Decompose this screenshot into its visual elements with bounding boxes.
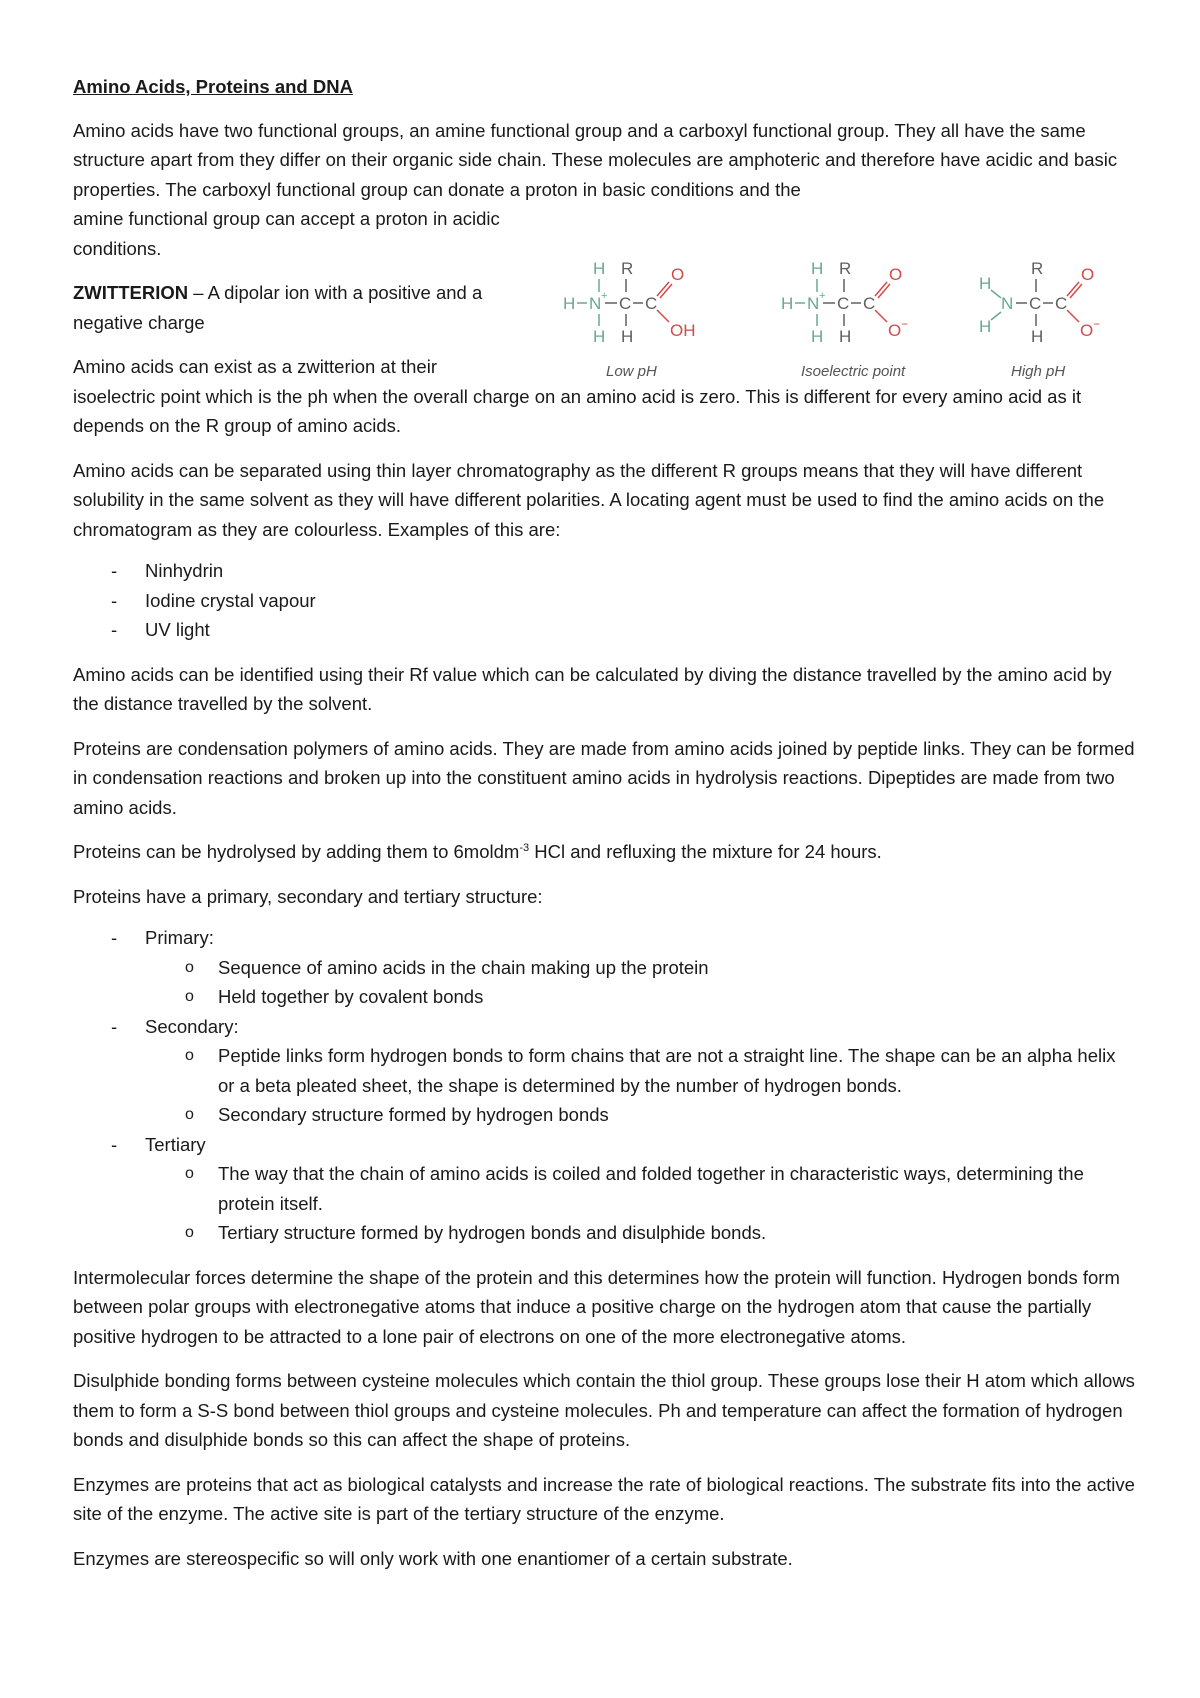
zwitterion-term: ZWITTERION [73,282,189,303]
svg-text:H: H [621,326,634,346]
svg-text:C: C [837,293,850,313]
structure-points [145,1159,1135,1248]
enzymes-paragraph: Enzymes are proteins that act as biological catalysts and increase the rate of biological reactions. The substrate fits into the active site of the enzyme. The active site is part of the tertiary structure of the enzyme. [73,1473,1135,1524]
amino-acid-ph-diagram [543,254,1133,404]
zwitterion-definition [73,278,533,337]
hydrolysis-text-a: Proteins can be hydrolysed by adding them to 6moldm [73,841,520,862]
structure-points [145,953,1135,1012]
intro-paragraph-tail: amine functional group can accept a proton in acidic conditions. [73,208,500,259]
svg-text:H: H [1031,326,1044,346]
high-ph-structure [979,259,1100,380]
low-ph-structure [563,259,696,380]
document-body [73,72,1135,1588]
zwitterion-def-text: – A dipolar ion with a positive and a negative charge [73,282,483,333]
proteins-paragraph: Proteins are condensation polymers of amino acids. They are made from amino acids joined by peptide links. They can be formed in condensation reactions and broken up into the constituent amino acids in hydrolysis reactions. Dipeptides are made from two amino acids. [73,737,1135,818]
intro-section [73,116,1135,441]
svg-text:C: C [1029,293,1042,313]
svg-text:R: R [839,258,852,278]
page-title: Amino Acids, Proteins and DNA [73,76,353,97]
list-item: - UV light [73,615,1135,645]
locating-agents-list [73,556,1135,645]
isoelectric-caption: Isoelectric point [801,362,906,380]
structure-item-primary [73,923,1135,1012]
high-ph-caption: High pH [1011,362,1066,380]
svg-text:−: − [1093,316,1101,331]
isoelectric-structure [781,259,908,380]
svg-text:C: C [1055,293,1068,313]
structure-item-tertiary [73,1130,1135,1248]
svg-text:O: O [1081,264,1095,284]
rf-paragraph: Amino acids can be identified using their Rf value which can be calculated by diving the distance travelled by the amino acid by the distance travelled by the solvent. [73,663,1112,714]
structure-label: Primary: [145,927,214,948]
list-item: o The way that the chain of amino acids is coiled and folded together in characteristic ways, determining the protein itself. [145,1159,1135,1218]
svg-text:H: H [563,293,576,313]
svg-text:O: O [889,264,903,284]
structure-item-secondary [73,1012,1135,1130]
svg-text:C: C [645,293,658,313]
list-item: o Held together by covalent bonds [145,982,1135,1012]
svg-text:H: H [811,258,824,278]
svg-text:C: C [863,293,876,313]
svg-text:H: H [839,326,852,346]
list-item: - Iodine crystal vapour [73,586,1135,616]
list-item: o Secondary structure formed by hydrogen bonds [145,1100,1135,1130]
zwitterion-paragraph-rest: isoelectric point which is the ph when the overall charge on an amino acid is zero. This is different for every amino acid as it depends on the R group of amino acids. [73,385,1082,436]
svg-text:R: R [621,258,634,278]
intro-paragraph: Amino acids have two functional groups, an amine functional group and a carboxyl functional group. They all have the same structure apart from they differ on their organic side chain. These molecules are amphoteric and therefore have acidic and basic properties. The carboxyl functional group can donate a proton in basic conditions and the [73,119,1118,200]
zwitterion-paragraph-start: Amino acids can exist as a zwitterion at their [73,356,437,377]
tlc-paragraph: Amino acids can be separated using thin layer chromatography as the different R groups means that they will have different solubility in the same solvent as they will have different polarities. A locating agent must be used to find the amino acids on the chromatogram as they are colourless. Examples of this are: [73,459,1105,540]
list-item: o Peptide links form hydrogen bonds to form chains that are not a straight line. The shape can be an alpha helix or a beta pleated sheet, the shape is determined by the number of hydrogen bonds. [145,1041,1135,1100]
svg-text:H: H [811,326,824,346]
low-ph-caption: Low pH [606,362,657,380]
intermolecular-paragraph: Intermolecular forces determine the shape of the protein and this determines how the protein will function. Hydrogen bonds form between polar groups with electronegative atoms that induce a positive charge on the hydrogen atom that cause the partially positive hydrogen to be attracted to a lone pair of electrons on one of the more electronegative atoms. [73,1266,1120,1347]
svg-text:R: R [1031,258,1044,278]
structure-label: Secondary: [145,1015,239,1037]
hydrolysis-text-b: HCl and refluxing the mixture for 24 hours. [529,841,882,862]
structure-label: Tertiary [145,1133,206,1155]
svg-text:+: + [819,289,826,302]
disulphide-paragraph: Disulphide bonding forms between cysteine molecules which contain the thiol group. These groups lose their H atom which allows them to form a S-S bond between thiol groups and cysteine molecules. Ph and temperature can affect the formation of hydrogen bonds and disulphide bonds so this can affect the shape of proteins. [73,1370,1135,1450]
hydrolysis-paragraph [73,837,1135,867]
svg-text:O: O [671,264,685,284]
svg-text:OH: OH [670,320,696,340]
list-item: o Tertiary structure formed by hydrogen bonds and disulphide bonds. [145,1218,1135,1248]
structure-points [145,1041,1135,1130]
structure-list [73,923,1135,1248]
svg-text:H: H [593,326,606,346]
stereospecific-paragraph: Enzymes are stereospecific so will only work with one enantiomer of a certain substrate. [73,1547,793,1569]
structure-intro: Proteins have a primary, secondary and tertiary structure: [73,885,543,907]
svg-text:O: O [1080,320,1094,340]
list-item: - Ninhydrin [73,556,1135,586]
svg-text:N: N [1001,293,1014,313]
svg-text:H: H [781,293,794,313]
svg-text:O: O [888,320,902,340]
svg-text:N: N [589,293,602,313]
hydrolysis-superscript: -3 [519,841,530,854]
svg-text:H: H [593,258,606,278]
svg-text:+: + [601,289,608,302]
svg-text:H: H [979,316,992,336]
svg-text:C: C [619,293,632,313]
svg-text:H: H [979,273,992,293]
svg-text:−: − [901,316,909,331]
list-item: o Sequence of amino acids in the chain making up the protein [145,953,1135,983]
svg-text:N: N [807,293,820,313]
